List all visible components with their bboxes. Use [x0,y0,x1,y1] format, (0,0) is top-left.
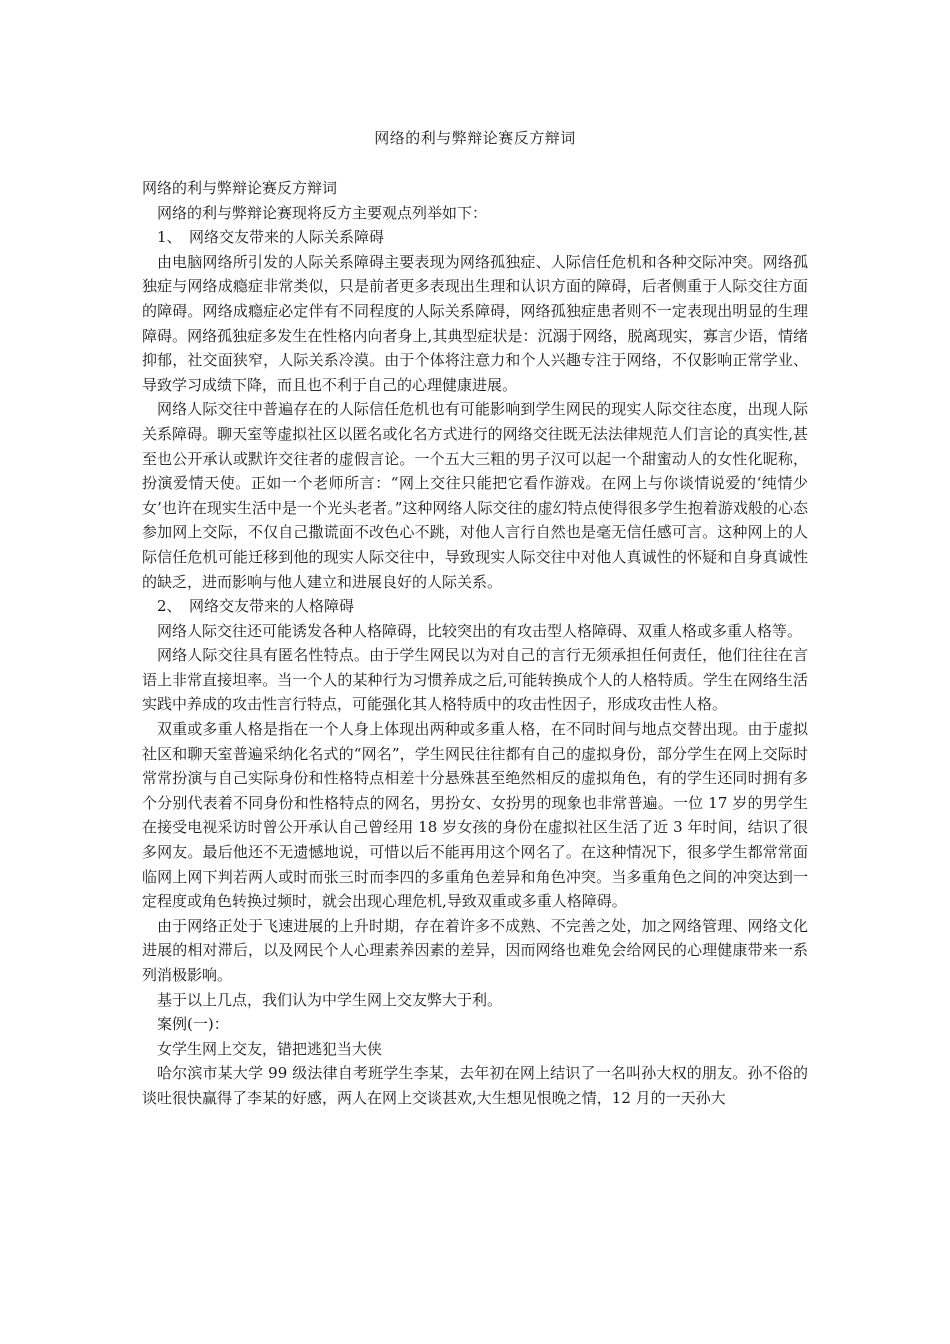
paragraph: 网络人际交往还可能诱发各种人格障碍，比较突出的有攻击型人格障碍、双重人格或多重人格等。 [157,621,803,640]
section-heading-2: 2、 网络交友带来的人格障碍 [157,597,355,616]
paragraph: 网络人际交往中普遍存在的人际信任危机也有可能影响到学生网民的现实人际交往态度，出现人际关系障碍。聊天室等虚拟社区以匿名或化名方式进行的网络交往既无法法律规范人们言论的真实性,甚至也公开承认或默许交往者的虚假言论。一个五大三粗的男子汉可以起一个甜蜜动人的女性化昵称，扮演爱情天使。正如一个老师所言：“网上交往只能把它看作游戏。在网上与你谈情说爱的‘纯情少女’也许在现实生活中是一个光头老者。”这种网络人际交往的虚幻特点使得很多学生抱着游戏般的心态参加网上交际，不仅自己撒谎面不改色心不跳，对他人言行自然也是毫无信任感可言。这种网上的人际信任危机可能迁移到他的现实人际交往中，导致现实人际交往中对他人真诚性的怀疑和自身真诚性的缺乏，进而影响与他人建立和进展良好的人际关系。 [142,400,808,591]
intro-paragraph: 网络的利与弊辩论赛现将反方主要观点列举如下： [157,203,488,222]
paragraph: 双重或多重人格是指在一个人身上体现出两种或多重人格，在不同时间与地点交替出现。由于虚拟社区和聊天室普遍采纳化名式的“网名”，学生网民往往都有自己的虚拟身份，部分学生在网上交际时常常扮演与自己实际身份和性格特点相差十分悬殊甚至绝然相反的虚拟角色，有的学生还同时拥有多个分别代表着不同身份和性格特点的网名，男扮女、女扮男的现象也非常普遍。一位 17 岁的男学生在接受电视采访时曾公开承认自己曾经用 18 岁女孩的身份在虚拟社区生活了近 3 年时间，结识了很多网友。最后他还不无遗憾地说，可惜以后不能再用这个网名了。在这种情况下，很多学生都常常面临网上网下判若两人或时而张三时而李四的多重角色差异和角色冲突。当多重角色之间的冲突达到一定程度或角色转换过频时，就会出现心理危机,导致双重或多重人格障碍。 [142,720,808,911]
document-body [142,176,808,1111]
case-paragraph: 哈尔滨市某大学 99 级法律自考班学生李某，去年初在网上结识了一名叫孙大权的朋友。孙不俗的谈吐很快赢得了李某的好感，两人在网上交谈甚欢,大生想见恨晚之情，12 月的一天孙大 [142,1064,808,1107]
section-heading-1: 1、 网络交友带来的人际关系障碍 [157,228,385,247]
paragraph: 网络人际交往具有匿名性特点。由于学生网民以为对自己的言行无须承担任何责任，他们往往在言语上非常直接坦率。当一个人的某种行为习惯养成之后,可能转换成个人的人格特质。学生在网络生活实践中养成的攻击性言行特点，可能强化其人格特质中的攻击性因子，形成攻击性人格。 [142,646,808,714]
conclusion-paragraph: 基于以上几点，我们认为中学生网上交友弊大于利。 [157,990,503,1009]
case-label: 案例(一)： [157,1015,229,1034]
paragraph: 由于网络正处于飞速进展的上升时期，存在着许多不成熟、不完善之处，加之网络管理、网络文化进展的相对滞后，以及网民个人心理素养因素的差异，因而网络也难免会给网民的心理健康带来一系列消极影响。 [142,916,808,984]
document-title: 网络的利与弊辩论赛反方辩词 [374,129,576,147]
paragraph: 由电脑网络所引发的人际关系障碍主要表现为网络孤独症、人际信任危机和各种交际冲突。网络孤独症与网络成瘾症非常类似，只是前者更多表现出生理和认识方面的障碍，后者侧重于人际交往方面的障碍。网络成瘾症必定伴有不同程度的人际关系障碍，网络孤独症患者则不一定表现出明显的生理障碍。网络孤独症多发生在性格内向者身上,其典型症状是：沉溺于网络，脱离现实，寡言少语，情绪抑郁，社交面狭窄，人际关系冷漠。由于个体将注意力和个人兴趣专注于网络，不仅影响正常学业、导致学习成绩下降，而且也不利于自己的心理健康进展。 [142,252,808,394]
case-title: 女学生网上交友，错把逃犯当大侠 [157,1039,383,1058]
body-heading-repeat: 网络的利与弊辩论赛反方辩词 [142,179,338,197]
